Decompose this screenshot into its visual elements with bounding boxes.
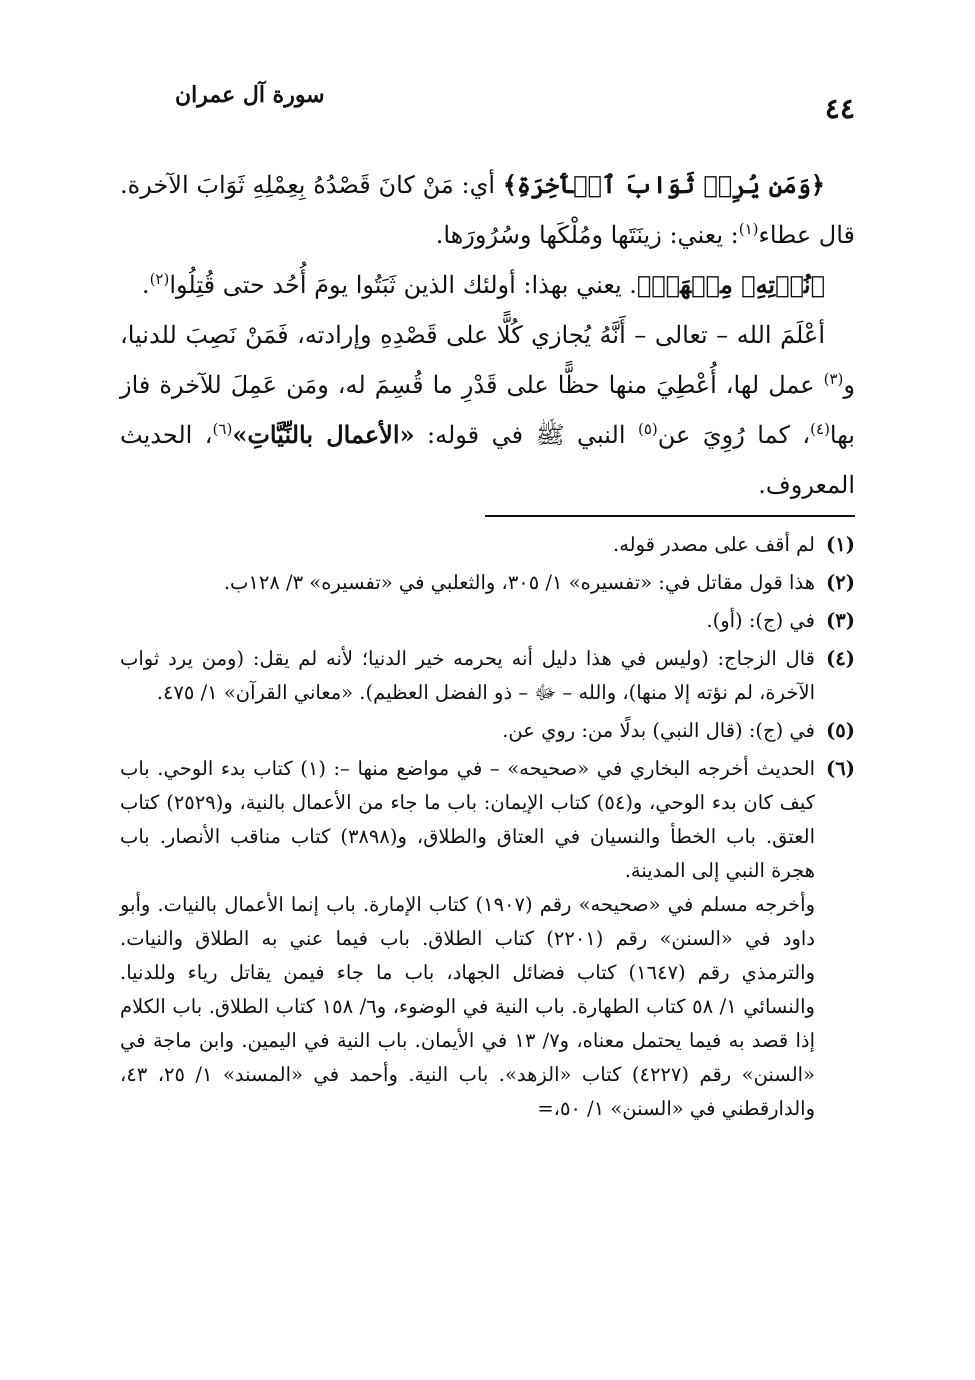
footnote-text: في (ج): (أو).: [706, 609, 815, 632]
footnote-ref: (١): [738, 220, 759, 238]
footnote-divider: [485, 515, 855, 517]
text-span: أي: مَنْ كانَ قَصْدُهُ بِعِمْلِهِ ثَوَابَ الآخرة. قال عطاء: [120, 171, 855, 249]
paragraph-3: [120, 310, 855, 510]
footnote-ref: (٣): [823, 370, 844, 388]
footnote-ref: (٦): [212, 420, 233, 438]
footnote-text: الحديث أخرجه البخاري في «صحيحه» – في مواضع منها –: (١) كتاب بدء الوحي. باب كيف كان بدء الوحي، و(٥٤) كتاب الإيمان: باب ما جاء من الأعمال بالنية، و(٢٥٢٩) كتاب العتق. باب الخطأ والنسيان في العتاق والطلاق، و(٣٨٩٨) كتاب مناقب الأنصار. باب هجرة النبي إلى المدينة.: [120, 757, 815, 882]
footnote-text: هذا قول مقاتل في: «تفسيره» ١/ ٣٠٥، والثعلبي في «تفسيره» ٣/ ١٢٨ب.: [223, 571, 815, 594]
footnote-number: (٤): [826, 647, 855, 670]
footnote-number: (٦): [826, 757, 855, 780]
text-span: .: [141, 271, 150, 299]
footnote: [120, 752, 855, 888]
footnote-ref: (٢): [149, 270, 170, 288]
sura-title: سورة آل عمران: [175, 82, 325, 108]
quran-verse: ﴿نُؤۡتِهِۦ مِنۡهَاۚ﴾: [636, 270, 825, 299]
text-span: ، كما رُوِيَ عن: [657, 421, 811, 449]
footnote-text: في (ج): (قال النبي) بدلًا من: روي عن.: [502, 719, 815, 742]
footnote-ref: (٤): [810, 420, 830, 438]
footnote-text: قال الزجاج: (وليس في هذا دليل أنه يحرمه خير الدنيا؛ لأنه لم يقل: (ومن يرد ثواب الآخرة، لم نؤته إلا منها)، والله – ﷻ – ذو الفضل العظيم). «معاني القرآن» ١/ ٤٧٥.: [120, 647, 815, 704]
text-span: عمل لها، أُعْطِيَ منها حظًّا على قَدْرِ ما قُسِمَ له، ومَن عَمِلَ للآخرة فاز بها: [120, 371, 855, 449]
footnote-number: (٢): [826, 571, 855, 594]
footnote: [120, 566, 855, 600]
footnote: [120, 714, 855, 748]
footnote-number: (٥): [826, 719, 855, 742]
text-span: . يعني بهذا: أولئك الذين ثَبَتُوا يومَ أُحُد حتى قُتِلُوا: [169, 271, 637, 299]
paragraph-2: [120, 260, 855, 310]
text-span: أعْلَمَ الله – تعالى – أَنَّهُ يُجازي كُلًّا على قَصْدِهِ وإرادته، فَمَنْ نَصِبَ للدنيا، و: [120, 321, 855, 399]
footnote-ref: (٥): [638, 420, 658, 438]
paragraph-1: [120, 160, 855, 260]
footnote: [120, 604, 855, 638]
footnote: [120, 642, 855, 710]
text-span: : يعني: زينَتَها ومُلْكَها وسُرُورَها.: [435, 221, 739, 249]
footnotes: [120, 528, 855, 1126]
page-number: ٤٤: [824, 92, 855, 125]
footnote: [120, 528, 855, 562]
footnote-continuation: وأخرجه مسلم في «صحيحه» رقم (١٩٠٧) كتاب الإمارة. باب إنما الأعمال بالنيات. وأبو داود في «السنن» رقم (٢٢٠١) كتاب الطلاق. باب فيما عني به الطلاق والنيات. والترمذي رقم (١٦٤٧) كتاب فضائل الجهاد، باب ما جاء فيمن يقاتل رياء وللدنيا. والنسائي ١/ ٥٨ كتاب الطهارة. باب النية في الوضوء، و٦/ ١٥٨ كتاب الطلاق. باب الكلام إذا قصد به فيما يحتمل معناه، و٧/ ١٣ في الأيمان. باب النية في اليمين. وابن ماجة في «السنن» رقم (٤٢٢٧) كتاب «الزهد». باب النية. وأحمد في «المسند» ١/ ٢٥، ٤٣، والدارقطني في «السنن» ١/ ٥٠،=: [120, 893, 816, 1120]
hadith-quote: «الأعمال بالنِّيَّاتِ»: [232, 420, 415, 449]
footnote-text: لم أقف على مصدر قوله.: [613, 533, 815, 556]
main-text: [120, 160, 855, 510]
text-span: النبي ﷺ في قوله:: [414, 421, 638, 449]
text-span: ، الحديث المعروف.: [120, 421, 855, 499]
footnote-number: (١): [826, 533, 855, 556]
quran-verse: ﴿وَمَن يُرِدۡ ثَوَابَ ٱلۡأٓخِرَةِ﴾: [502, 170, 825, 199]
footnote-number: (٣): [826, 609, 855, 632]
page-header: [175, 82, 855, 125]
